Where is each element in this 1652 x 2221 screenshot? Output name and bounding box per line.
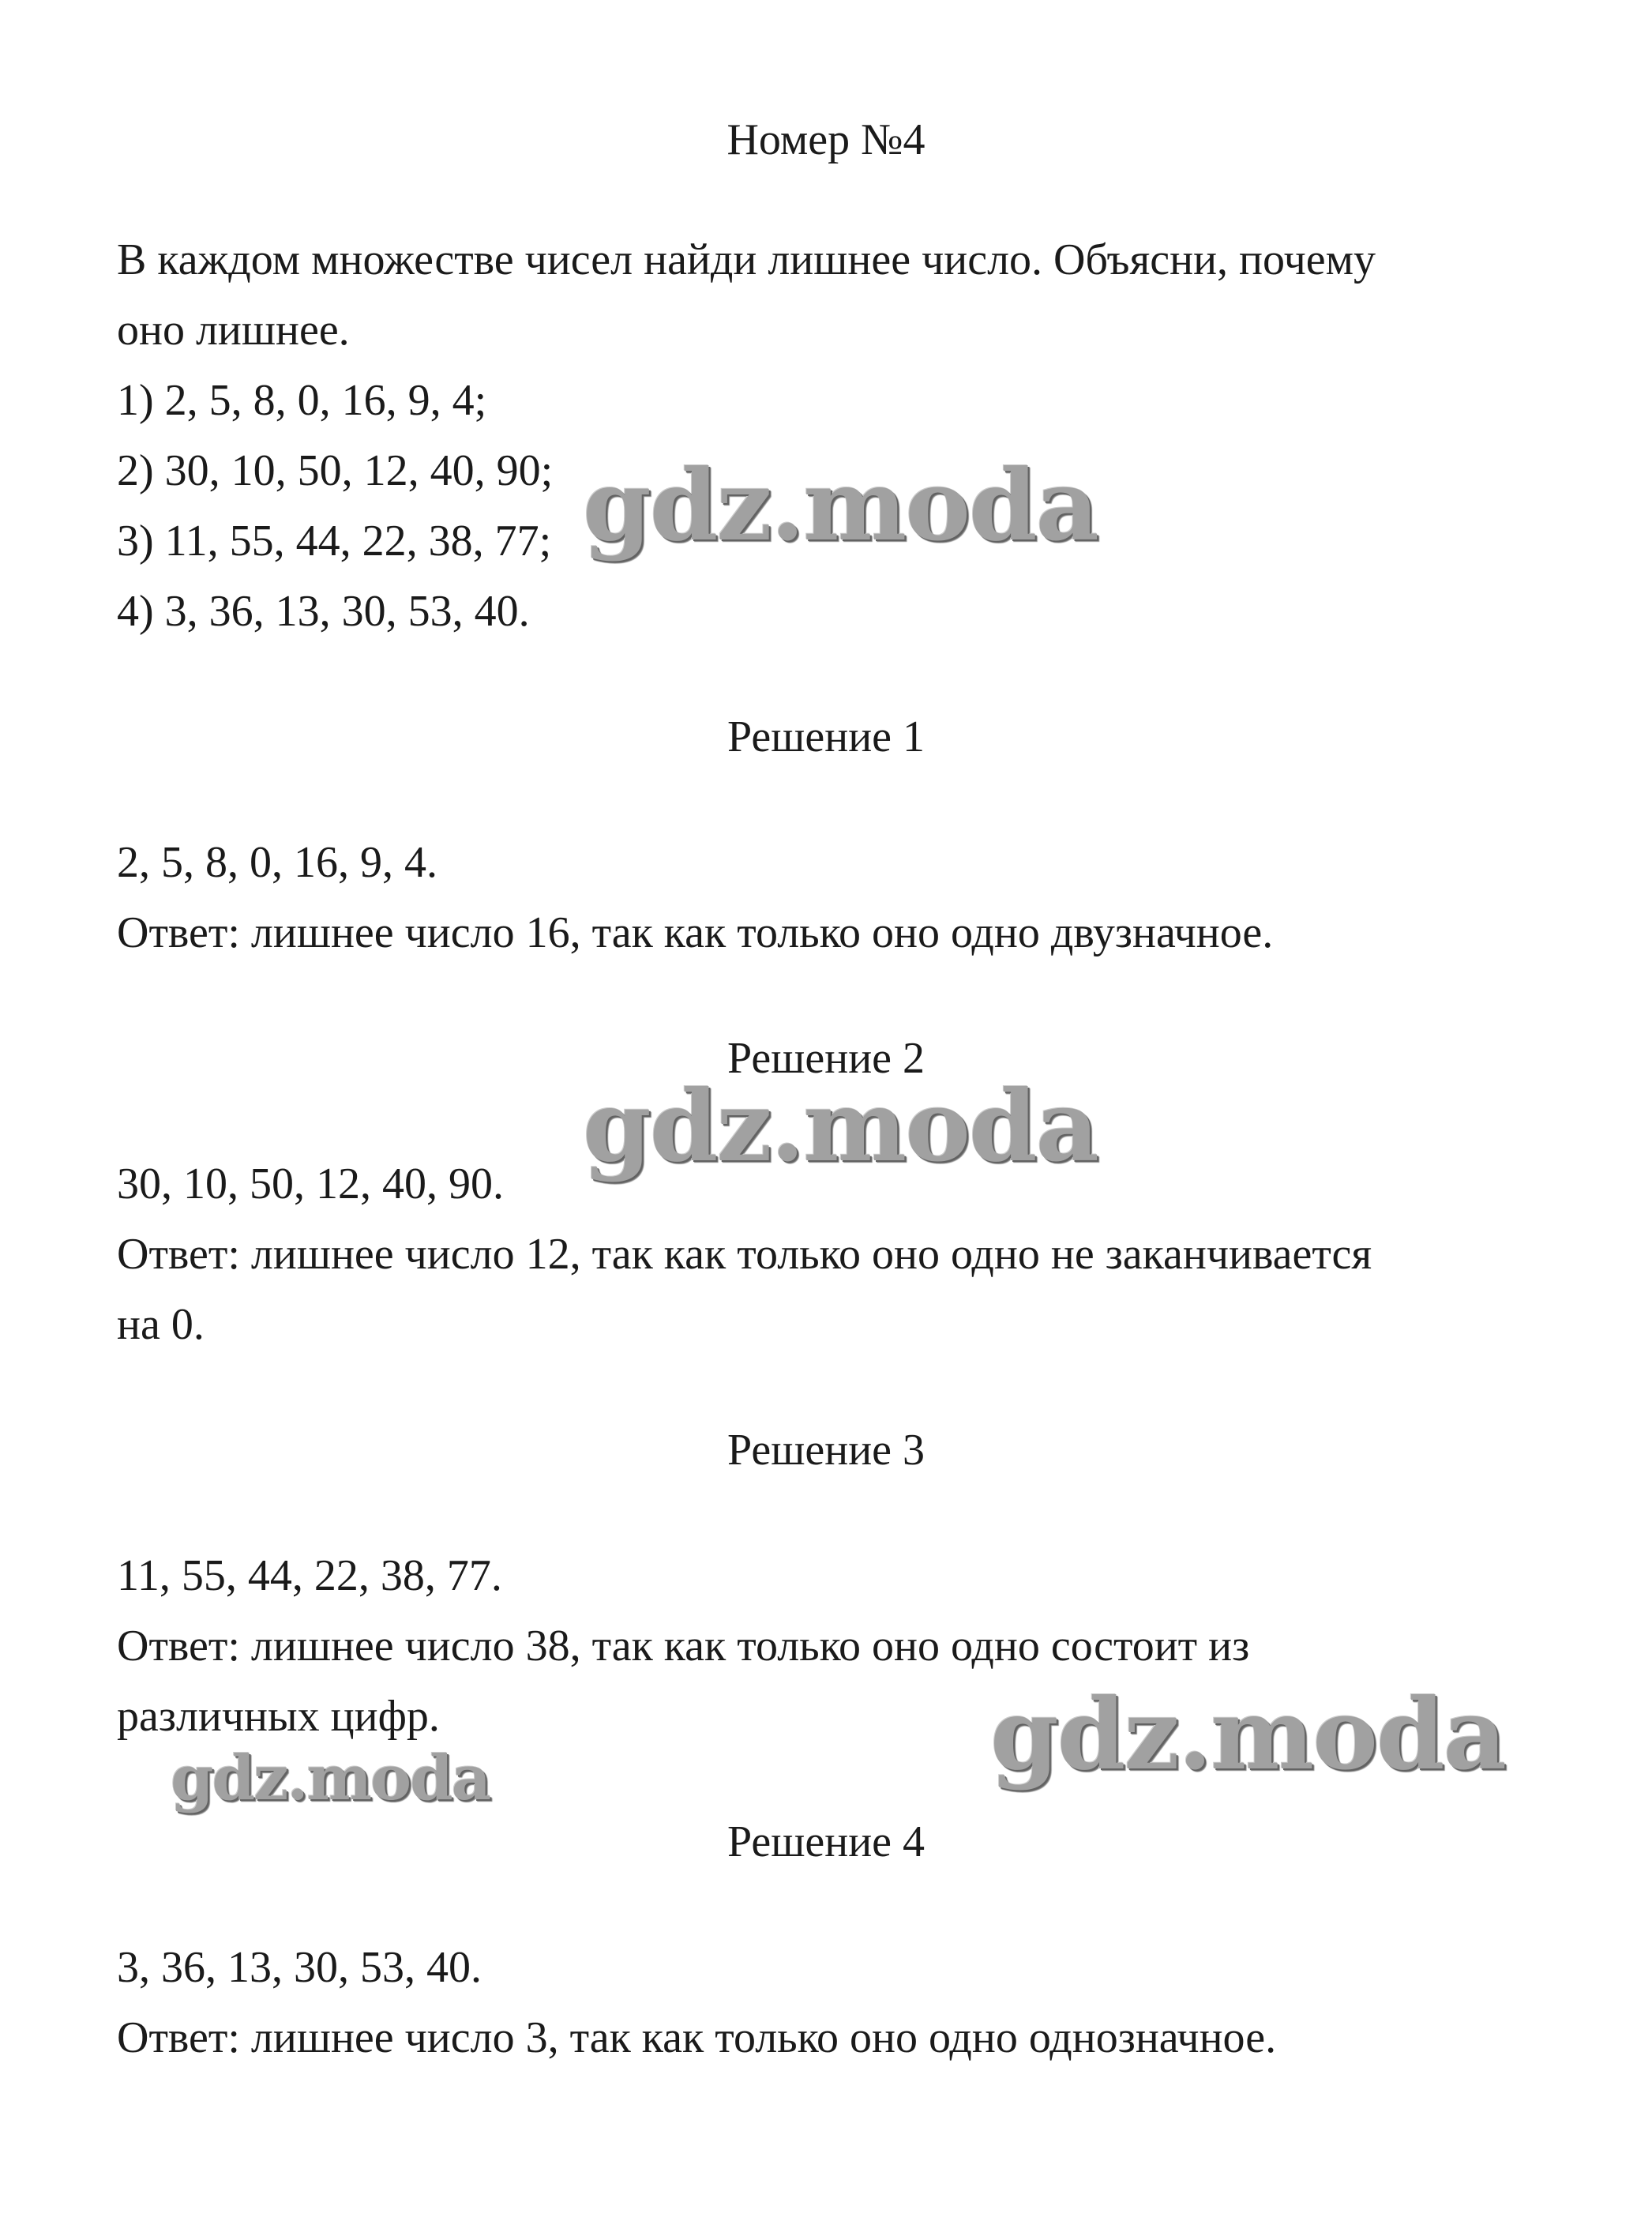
solution-2-heading: Решение 2 [727,1034,925,1083]
solution-1-set: 2, 5, 8, 0, 16, 9, 4. [117,838,437,887]
task-text-line-2: оно лишнее. [117,306,350,355]
task-item-4: 4) 3, 36, 13, 30, 53, 40. [117,587,530,636]
watermark-logo: gdz.moda [583,449,1098,563]
task-item-2: 2) 30, 10, 50, 12, 40, 90; [117,446,554,495]
solution-3-answer: Ответ: лишнее число 38, так как только оно одно состоит из [117,1622,1250,1670]
solution-2-answer-cont: на 0. [117,1300,205,1349]
solution-4-set: 3, 36, 13, 30, 53, 40. [117,1943,482,1992]
page-title: Номер №4 [727,115,925,164]
solution-4-answer: Ответ: лишнее число 3, так как только оно одно однозначное. [117,2013,1277,2062]
solution-1-heading: Решение 1 [727,712,925,761]
watermark-logo: gdz.moda [583,1069,1098,1184]
task-item-1: 1) 2, 5, 8, 0, 16, 9, 4; [117,376,487,425]
task-item-3: 3) 11, 55, 44, 22, 38, 77; [117,517,552,566]
task-text-line-1: В каждом множестве чисел найди лишнее число. Объясни, почему [117,235,1376,284]
solution-2-answer: Ответ: лишнее число 12, так как только оно одно не заканчивается [117,1230,1372,1279]
watermark-logo: gdz.moda [990,1678,1505,1792]
solution-3-heading: Решение 3 [727,1426,925,1475]
solution-2-set: 30, 10, 50, 12, 40, 90. [117,1159,504,1208]
watermark-logo: gdz.moda [171,1742,490,1814]
solution-4-heading: Решение 4 [727,1817,925,1866]
solution-1-answer: Ответ: лишнее число 16, так как только оно одно двузначное. [117,908,1274,957]
solution-3-set: 11, 55, 44, 22, 38, 77. [117,1551,502,1600]
solution-3-answer-cont: различных цифр. [117,1692,440,1741]
